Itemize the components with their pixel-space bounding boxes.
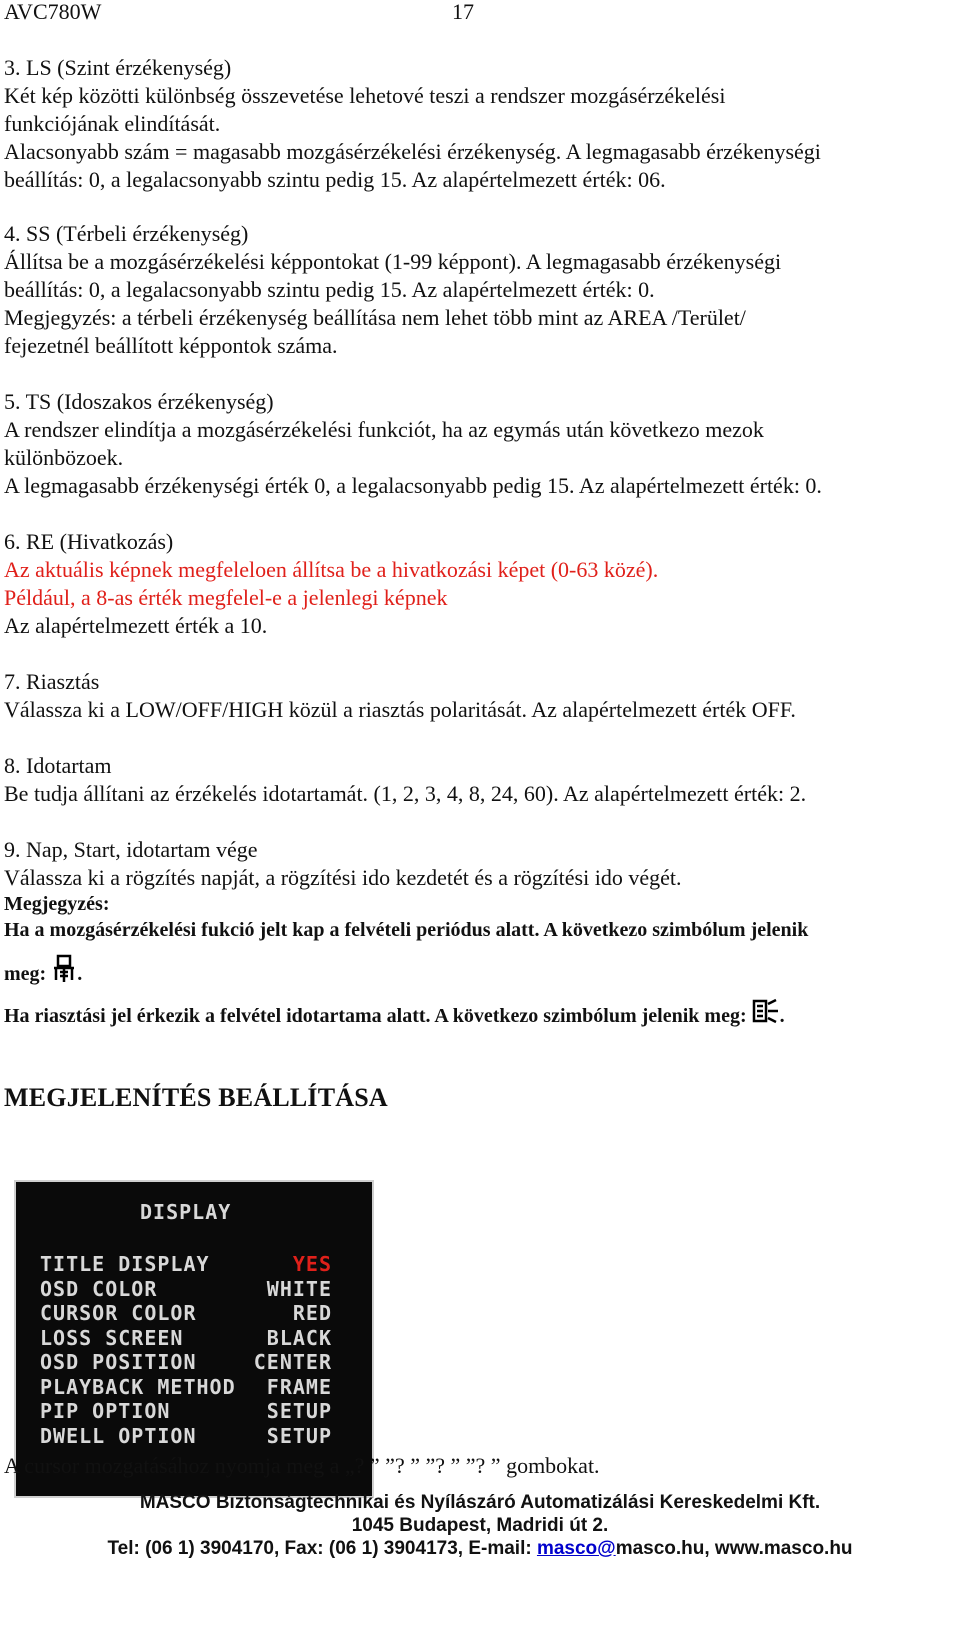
section-heading: MEGJELENÍTÉS BEÁLLÍTÁSA [4, 1083, 388, 1112]
section4-line: fejezetnél beállított képpontok száma. [4, 333, 338, 358]
osd-row-label: PLAYBACK METHOD [40, 1374, 236, 1399]
osd-row-label: CURSOR COLOR [40, 1301, 197, 1325]
osd-row-label: OSD POSITION [40, 1350, 197, 1374]
section3-title: 3. LS (Szint érzékenység) [4, 55, 232, 80]
osd-row-label: PIP OPTION [40, 1399, 171, 1423]
section3-line: beállítás: 0, a legalacsonyabb szintu pedig 15. Az alapértelmezett érték: 06. [4, 167, 666, 192]
email-link[interactable]: masco@ [536, 1538, 616, 1559]
note1-dot: . [77, 963, 83, 985]
section8-line: Be tudja állítani az érzékelés idotartamát. (1, 2, 3, 4, 8, 24, 60). Az alapértelmezett érték: 2. [4, 781, 807, 806]
section9-title: 9. Nap, Start, idotartam vége [4, 837, 258, 862]
section4-line: Állítsa be a mozgásérzékelési képpontokat (1-99 képpont). A legmagasabb érzékenységi [4, 249, 782, 274]
section4-title: 4. SS (Térbeli érzékenység) [4, 221, 249, 246]
cursor-instruction: A cursor mozgatásához nyomja meg a „? ” ”? ” ”? ” ”? ” gombokat. [4, 1453, 600, 1478]
document-model: AVC780W [4, 0, 102, 24]
section5-title: 5. TS (Idoszakos érzékenység) [4, 389, 274, 414]
osd-row-value: RED [292, 1301, 332, 1325]
osd-row-label: DWELL OPTION [40, 1423, 197, 1448]
osd-row-label: TITLE DISPLAY [40, 1252, 210, 1276]
osd-display-menu-screenshot [14, 1180, 374, 1498]
alarm-symbol-icon [752, 998, 780, 1034]
footer-contact-prefix: Tel: (06 1) 3904170, Fax: (06 1) 3904173, E-mail: [107, 1538, 537, 1559]
section4-line: beállítás: 0, a legalacsonyabb szintu pedig 15. Az alapértelmezett érték: 0. [4, 277, 655, 302]
footer-address: 1045 Budapest, Madridi út 2. [351, 1515, 609, 1536]
section6-line: Az alapértelmezett érték a 10. [4, 613, 268, 638]
note-label: Megjegyzés: [4, 893, 110, 915]
section7-title: 7. Riasztás [4, 669, 100, 694]
osd-row-value: FRAME [266, 1374, 332, 1399]
section3-line: Alacsonyabb szám = magasabb mozgásérzékelési érzékenység. A legmagasabb érzékenységi [4, 139, 821, 164]
note1-line: Ha a mozgásérzékelési fukció jelt kap a felvételi periódus alatt. A következo szimbólum jelenik [4, 919, 809, 941]
section9-line: Válassza ki a rögzítés napját, a rögzítési ido kezdetét és a rögzítési ido végét. [4, 865, 682, 890]
osd-row-value: SETUP [266, 1423, 332, 1448]
section6-red-line: Az aktuális képnek megfeleloen állítsa be a hivatkozási képet (0-63 közé). [4, 557, 659, 582]
section3-line: funkciójának elindítását. [4, 111, 221, 136]
note2-line [4, 998, 785, 1034]
osd-row-label: OSD COLOR [40, 1276, 158, 1301]
section5-line: A rendszer elindítja a mozgásérzékelési funkciót, ha az egymás után következo mezok [4, 417, 764, 442]
section6-title: 6. RE (Hivatkozás) [4, 529, 174, 554]
note2-dot: . [779, 1005, 785, 1027]
footer-contact [0, 1538, 960, 1560]
footer-company: MASCO Biztonságtechnikai és Nyílászáró Automatizálási Kereskedelmi Kft. [139, 1492, 821, 1513]
section4-line: Megjegyzés: a térbeli érzékenység beállítása nem lehet több mint az AREA /Terület/ [4, 305, 746, 330]
note1-meg: meg: [4, 963, 47, 985]
osd-row-value: YES [292, 1252, 332, 1276]
note2-text: Ha riasztási jel érkezik a felvétel idotartama alatt. A következo szimbólum jelenik meg: [4, 1005, 747, 1027]
page-number: 17 [452, 0, 474, 24]
osd-row-label: LOSS SCREEN [40, 1325, 184, 1350]
osd-row-value: BLACK [266, 1325, 332, 1350]
section5-line: különbözoek. [4, 445, 124, 470]
section5-line: A legmagasabb érzékenységi érték 0, a legalacsonyabb pedig 15. Az alapértelmezett érték: 0. [4, 473, 822, 498]
osd-row-value: CENTER [253, 1350, 332, 1374]
section3-line: Két kép közötti különbség összevetése lehetové teszi a rendszer mozgásérzékelési [4, 83, 726, 108]
section8-title: 8. Idotartam [4, 753, 112, 778]
footer-contact-suffix: masco.hu, www.masco.hu [615, 1538, 853, 1559]
osd-row-value: WHITE [266, 1276, 332, 1301]
osd-menu-title: DISPLAY [140, 1200, 232, 1224]
note1-continued [4, 954, 82, 992]
osd-row-value: SETUP [266, 1399, 332, 1423]
section7-line: Válassza ki a LOW/OFF/HIGH közül a riasztás polaritását. Az alapértelmezett érték OFF. [4, 697, 796, 722]
section6-red-line: Például, a 8-as érték megfelel-e a jelenlegi képnek [4, 585, 448, 610]
motion-symbol-icon [51, 954, 77, 992]
